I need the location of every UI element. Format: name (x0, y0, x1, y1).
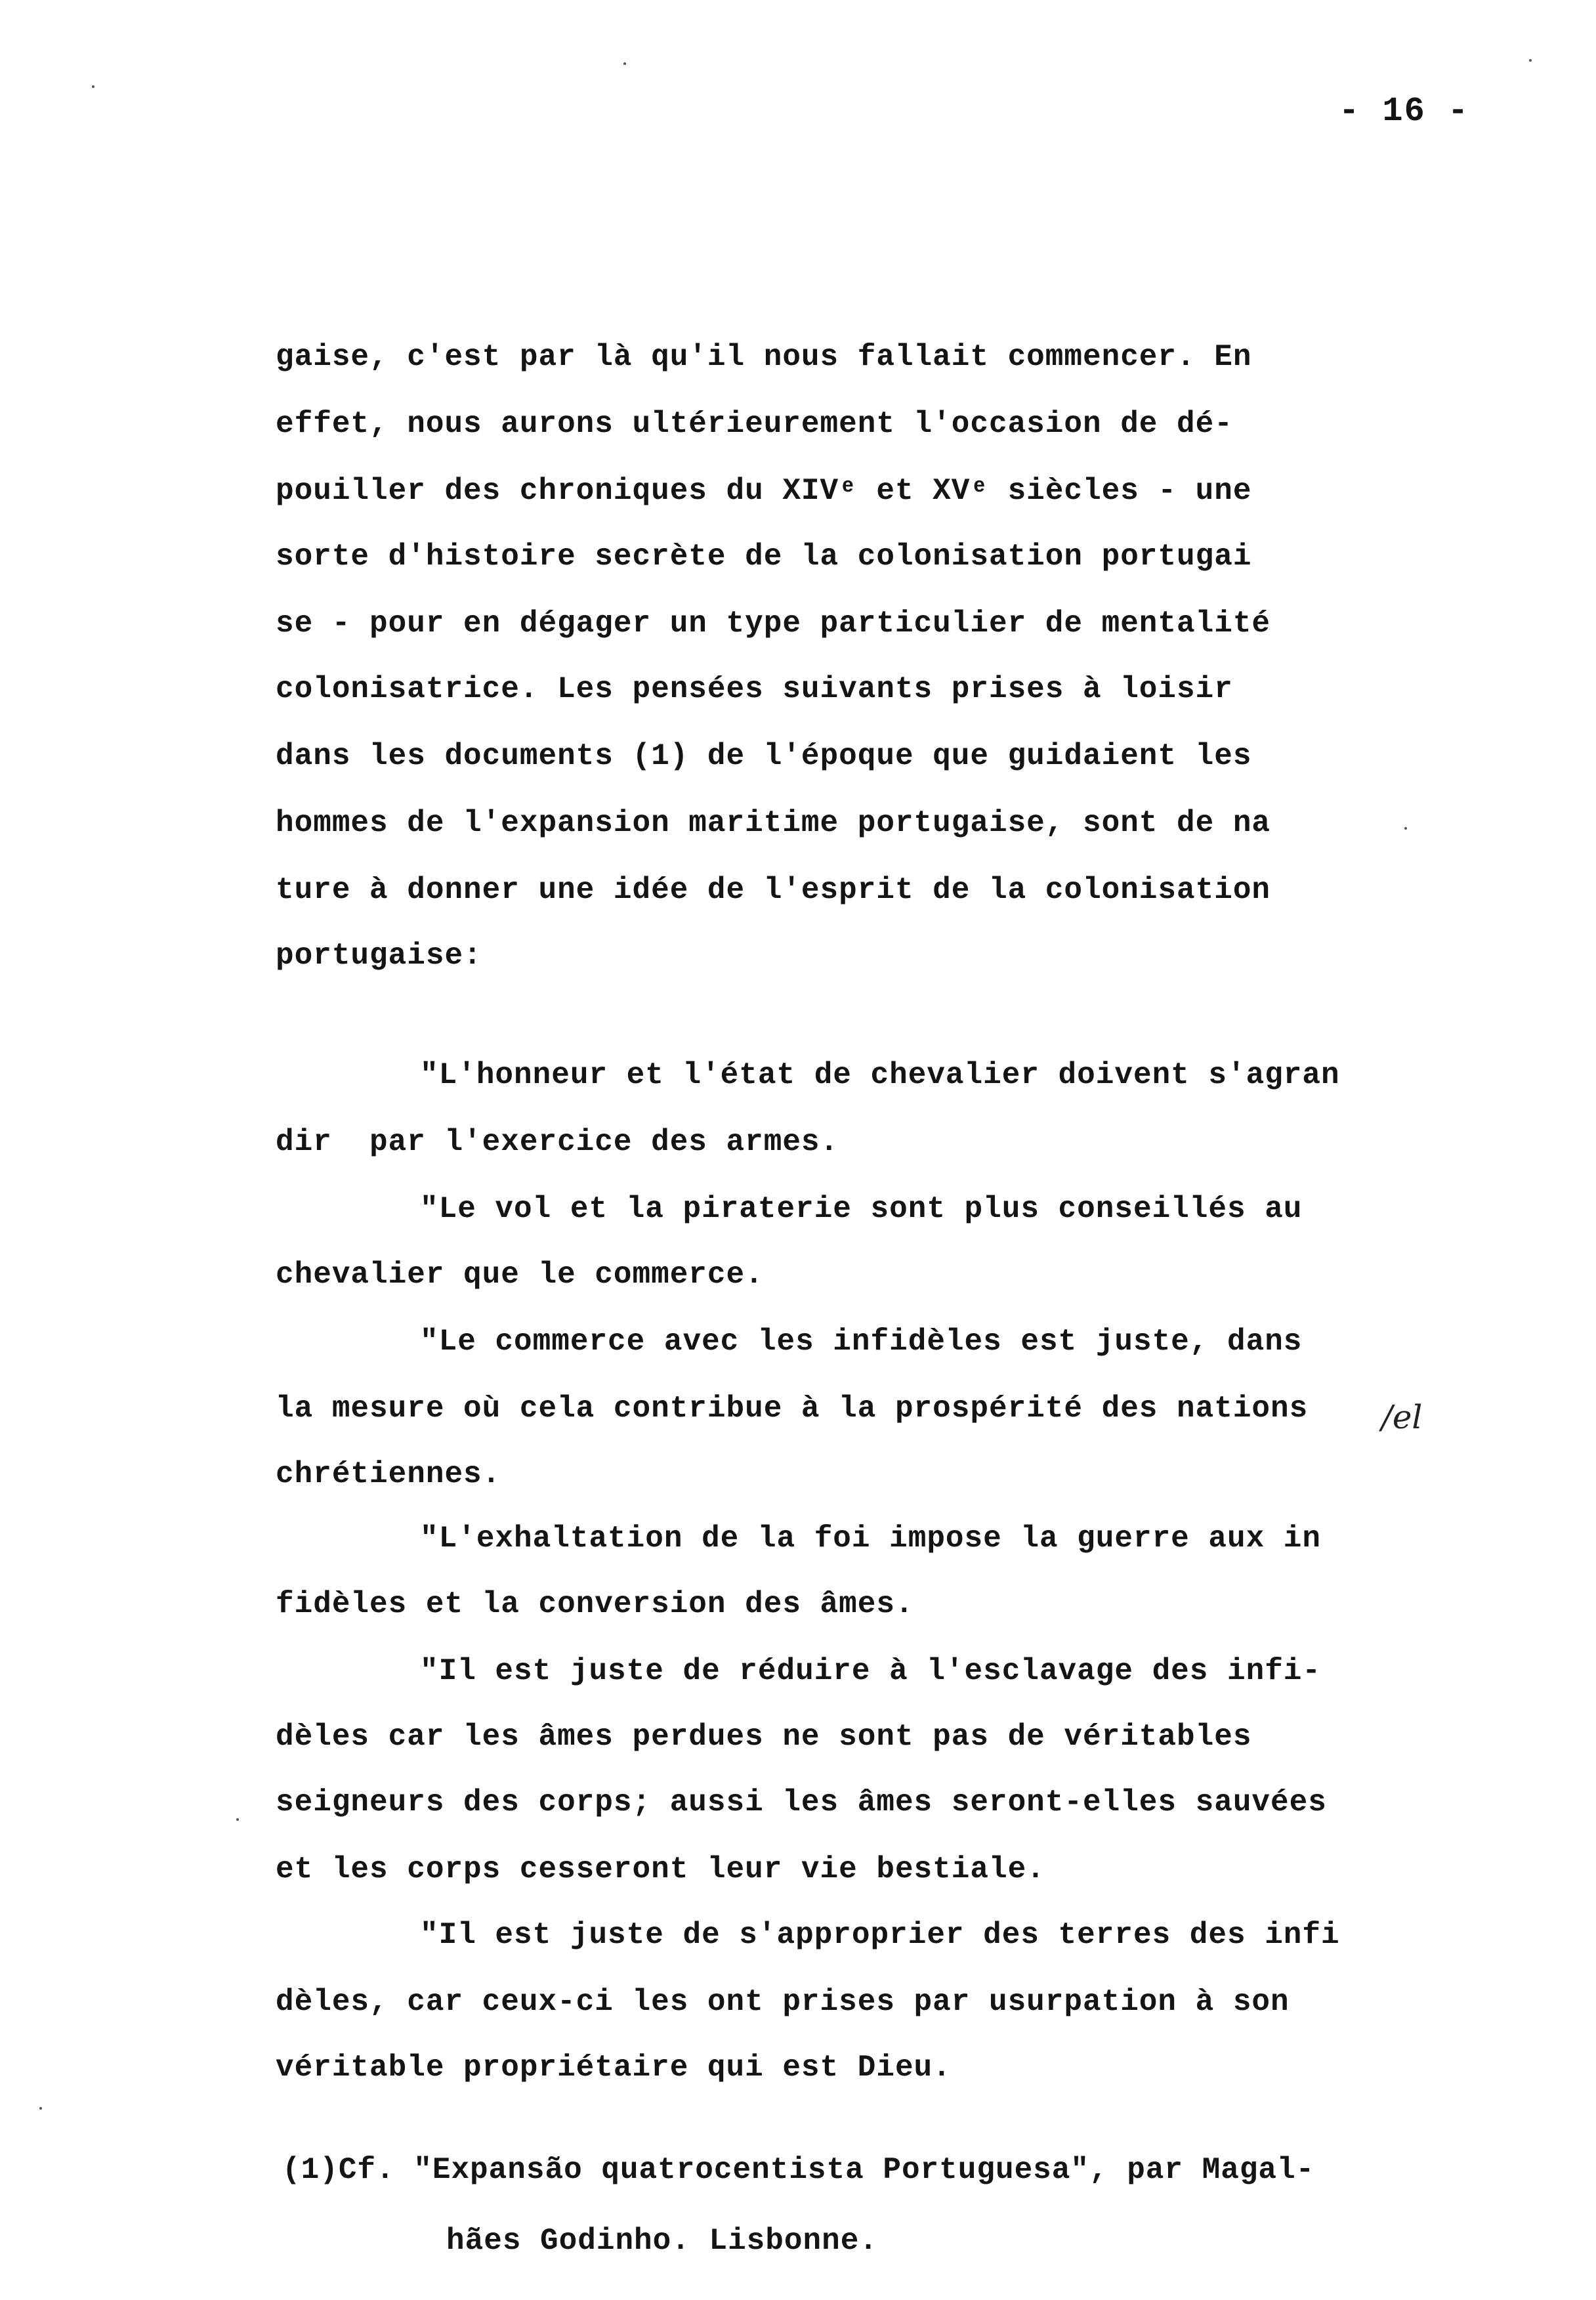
quote-line: "L'exhaltation de la foi impose la guerre aux in (420, 1522, 1322, 1556)
body-line: effet, nous aurons ultérieurement l'occasion de dé- (276, 407, 1233, 441)
footnote-line: hães Godinho. Lisbonne. (446, 2224, 878, 2258)
quote-line: et les corps cesseront leur vie bestiale. (276, 1852, 1045, 1886)
page-number: - 16 - (1339, 92, 1470, 131)
body-line: pouiller des chroniques du XIVᵉ et XVᵉ siècles - une (276, 474, 1252, 508)
quote-line: "Le commerce avec les infidèles est juste, dans (420, 1325, 1303, 1359)
quote-line: "Il est juste de réduire à l'esclavage des infi- (420, 1654, 1322, 1688)
quote-line: "Il est juste de s'approprier des terres des infi (420, 1918, 1340, 1952)
body-line: dans les documents (1) de l'époque que guidaient les (276, 739, 1252, 773)
body-line: gaise, c'est par là qu'il nous fallait commencer. En (276, 340, 1252, 374)
body-line: hommes de l'expansion maritime portugaise, sont de na (276, 806, 1271, 840)
quote-line: "Le vol et la piraterie sont plus conseillés au (420, 1192, 1303, 1226)
quote-line: seigneurs des corps; aussi les âmes seront-elles sauvées (276, 1785, 1327, 1820)
body-line: ture à donner une idée de l'esprit de la colonisation (276, 873, 1271, 907)
scan-speck (1404, 827, 1407, 830)
footnote-line: (1)Cf. "Expansão quatrocentista Portuguesa", par Magal- (282, 2153, 1315, 2187)
margin-correction-mark: /el (1381, 1398, 1423, 1436)
quote-line: la mesure où cela contribue à la prospérité des nations (276, 1392, 1309, 1426)
quote-line: chrétiennes. (276, 1457, 501, 1491)
quote-line: fidèles et la conversion des âmes. (276, 1587, 914, 1621)
quote-line: dir par l'exercice des armes. (276, 1125, 839, 1159)
scan-speck (92, 85, 94, 88)
scan-speck (236, 1818, 239, 1821)
scan-speck (39, 2107, 42, 2110)
scan-speck (1529, 59, 1532, 62)
body-line: sorte d'histoire secrète de la colonisation portugai (276, 540, 1252, 574)
body-line: portugaise: (276, 939, 482, 973)
quote-line: véritable propriétaire qui est Dieu. (276, 2051, 952, 2085)
scan-speck (623, 62, 626, 65)
quote-line: chevalier que le commerce. (276, 1258, 764, 1292)
quote-line: "L'honneur et l'état de chevalier doivent s'agran (420, 1058, 1340, 1092)
body-line: colonisatrice. Les pensées suivants prises à loisir (276, 672, 1233, 706)
body-line: se - pour en dégager un type particulier de mentalité (276, 607, 1271, 641)
quote-line: dèles, car ceux-ci les ont prises par usurpation à son (276, 1985, 1290, 2019)
quote-line: dèles car les âmes perdues ne sont pas de véritables (276, 1720, 1252, 1754)
